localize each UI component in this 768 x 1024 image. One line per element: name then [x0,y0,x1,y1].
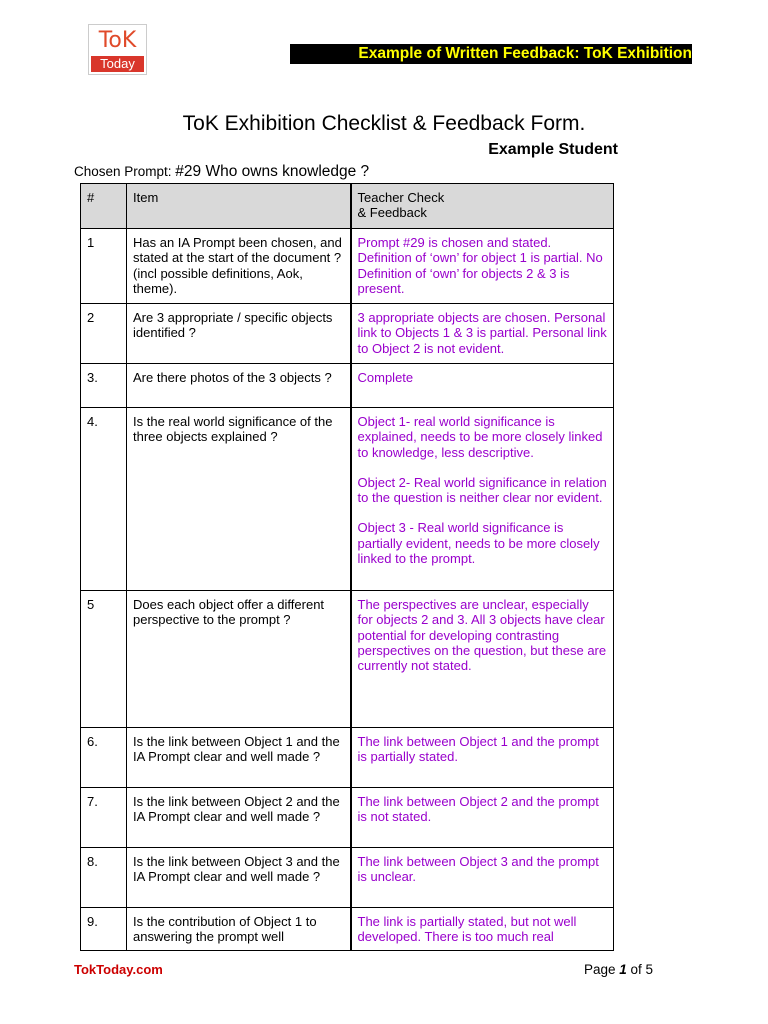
feedback-text: The link between Object 2 and the prompt is not stated. [357,794,599,825]
feedback-text: The link between Object 3 and the prompt is unclear. [357,854,599,885]
page-of: of 5 [626,962,654,977]
table-row [81,908,614,951]
feedback-text: Object 3 - Real world significance is partially evident, needs to be more closely linked to the prompt. [357,520,600,567]
row-number: 1 [81,229,127,304]
chosen-prompt-label: Chosen Prompt: [74,164,176,179]
feedback-text: 3 appropriate objects are chosen. Personal link to Objects 1 & 3 is partial. Personal link to Object 2 is not evident. [357,310,607,356]
feedback-text: Object 1- real world significance is explained, needs to be more closely linked to knowledge, less descriptive. [357,414,603,460]
toktoday-logo [88,24,147,75]
header-banner [290,44,692,64]
header-feedback: Teacher Check & Feedback [351,184,614,229]
logo-text-top: ToK [98,28,137,53]
row-item: Is the real world significance of the three objects explained ? [127,408,351,591]
row-number: 8. [81,848,127,908]
row-feedback [351,304,614,364]
table-row [81,788,614,848]
row-item: Are there photos of the 3 objects ? [127,364,351,408]
banner-text: Example of Written Feedback: ToK Exhibition [358,45,692,62]
table-row [81,364,614,408]
row-item: Are 3 appropriate / specific objects identified ? [127,304,351,364]
feedback-text: Prompt #29 is chosen and stated. Definition of ‘own’ for object 1 is partial. No Definition of ‘own’ for objects 2 & 3 is present. [357,235,603,296]
table-header-row [81,184,614,229]
row-number: 9. [81,908,127,951]
row-feedback [351,591,614,728]
feedback-text: Object 2- Real world significance in relation to the question is neither clear nor evident. [357,474,607,506]
feedback-text: The perspectives are unclear, especially for objects 2 and 3. All 3 objects have clear potential for developing contrasting perspectives on the question, but these are currently not stated. [357,597,607,674]
table-row [81,848,614,908]
row-feedback [351,848,614,908]
page-number [584,961,653,979]
feedback-text: The link is partially stated, but not well developed. There is too much real [357,914,577,945]
row-number: 5 [81,591,127,728]
table-row [81,591,614,728]
checklist-table [80,183,614,951]
footer-site-link[interactable]: TokToday.com [74,962,163,977]
chosen-prompt-value: #29 Who owns knowledge ? [175,163,370,180]
table-row [81,304,614,364]
row-number: 2 [81,304,127,364]
row-number: 7. [81,788,127,848]
table-row [81,728,614,788]
page-current: 1 [619,962,627,977]
document-title: ToK Exhibition Checklist & Feedback Form. [182,112,586,135]
table-row [81,229,614,304]
row-number: 3. [81,364,127,408]
chosen-prompt [74,162,369,182]
header-item: Item [127,184,351,229]
table-row [81,408,614,591]
logo-text-bottom: Today [91,56,144,72]
row-item: Is the link between Object 3 and the IA Prompt clear and well made ? [127,848,351,908]
row-feedback [351,229,614,304]
row-number: 6. [81,728,127,788]
row-feedback [351,408,614,591]
student-name: Example Student [488,141,618,158]
row-number: 4. [81,408,127,591]
row-item: Is the link between Object 2 and the IA Prompt clear and well made ? [127,788,351,848]
row-item: Has an IA Prompt been chosen, and stated at the start of the document ? (incl possible definitions, Aok, theme). [127,229,351,304]
row-feedback [351,788,614,848]
row-item: Does each object offer a different perspective to the prompt ? [127,591,351,728]
row-item: Is the contribution of Object 1 to answering the prompt well [127,908,351,951]
row-feedback [351,908,614,951]
row-feedback [351,728,614,788]
header-number: # [81,184,127,229]
feedback-text: Complete [357,370,414,385]
row-item: Is the link between Object 1 and the IA Prompt clear and well made ? [127,728,351,788]
page-label: Page [584,962,620,977]
feedback-text: The link between Object 1 and the prompt is partially stated. [357,734,599,765]
row-feedback [351,364,614,408]
